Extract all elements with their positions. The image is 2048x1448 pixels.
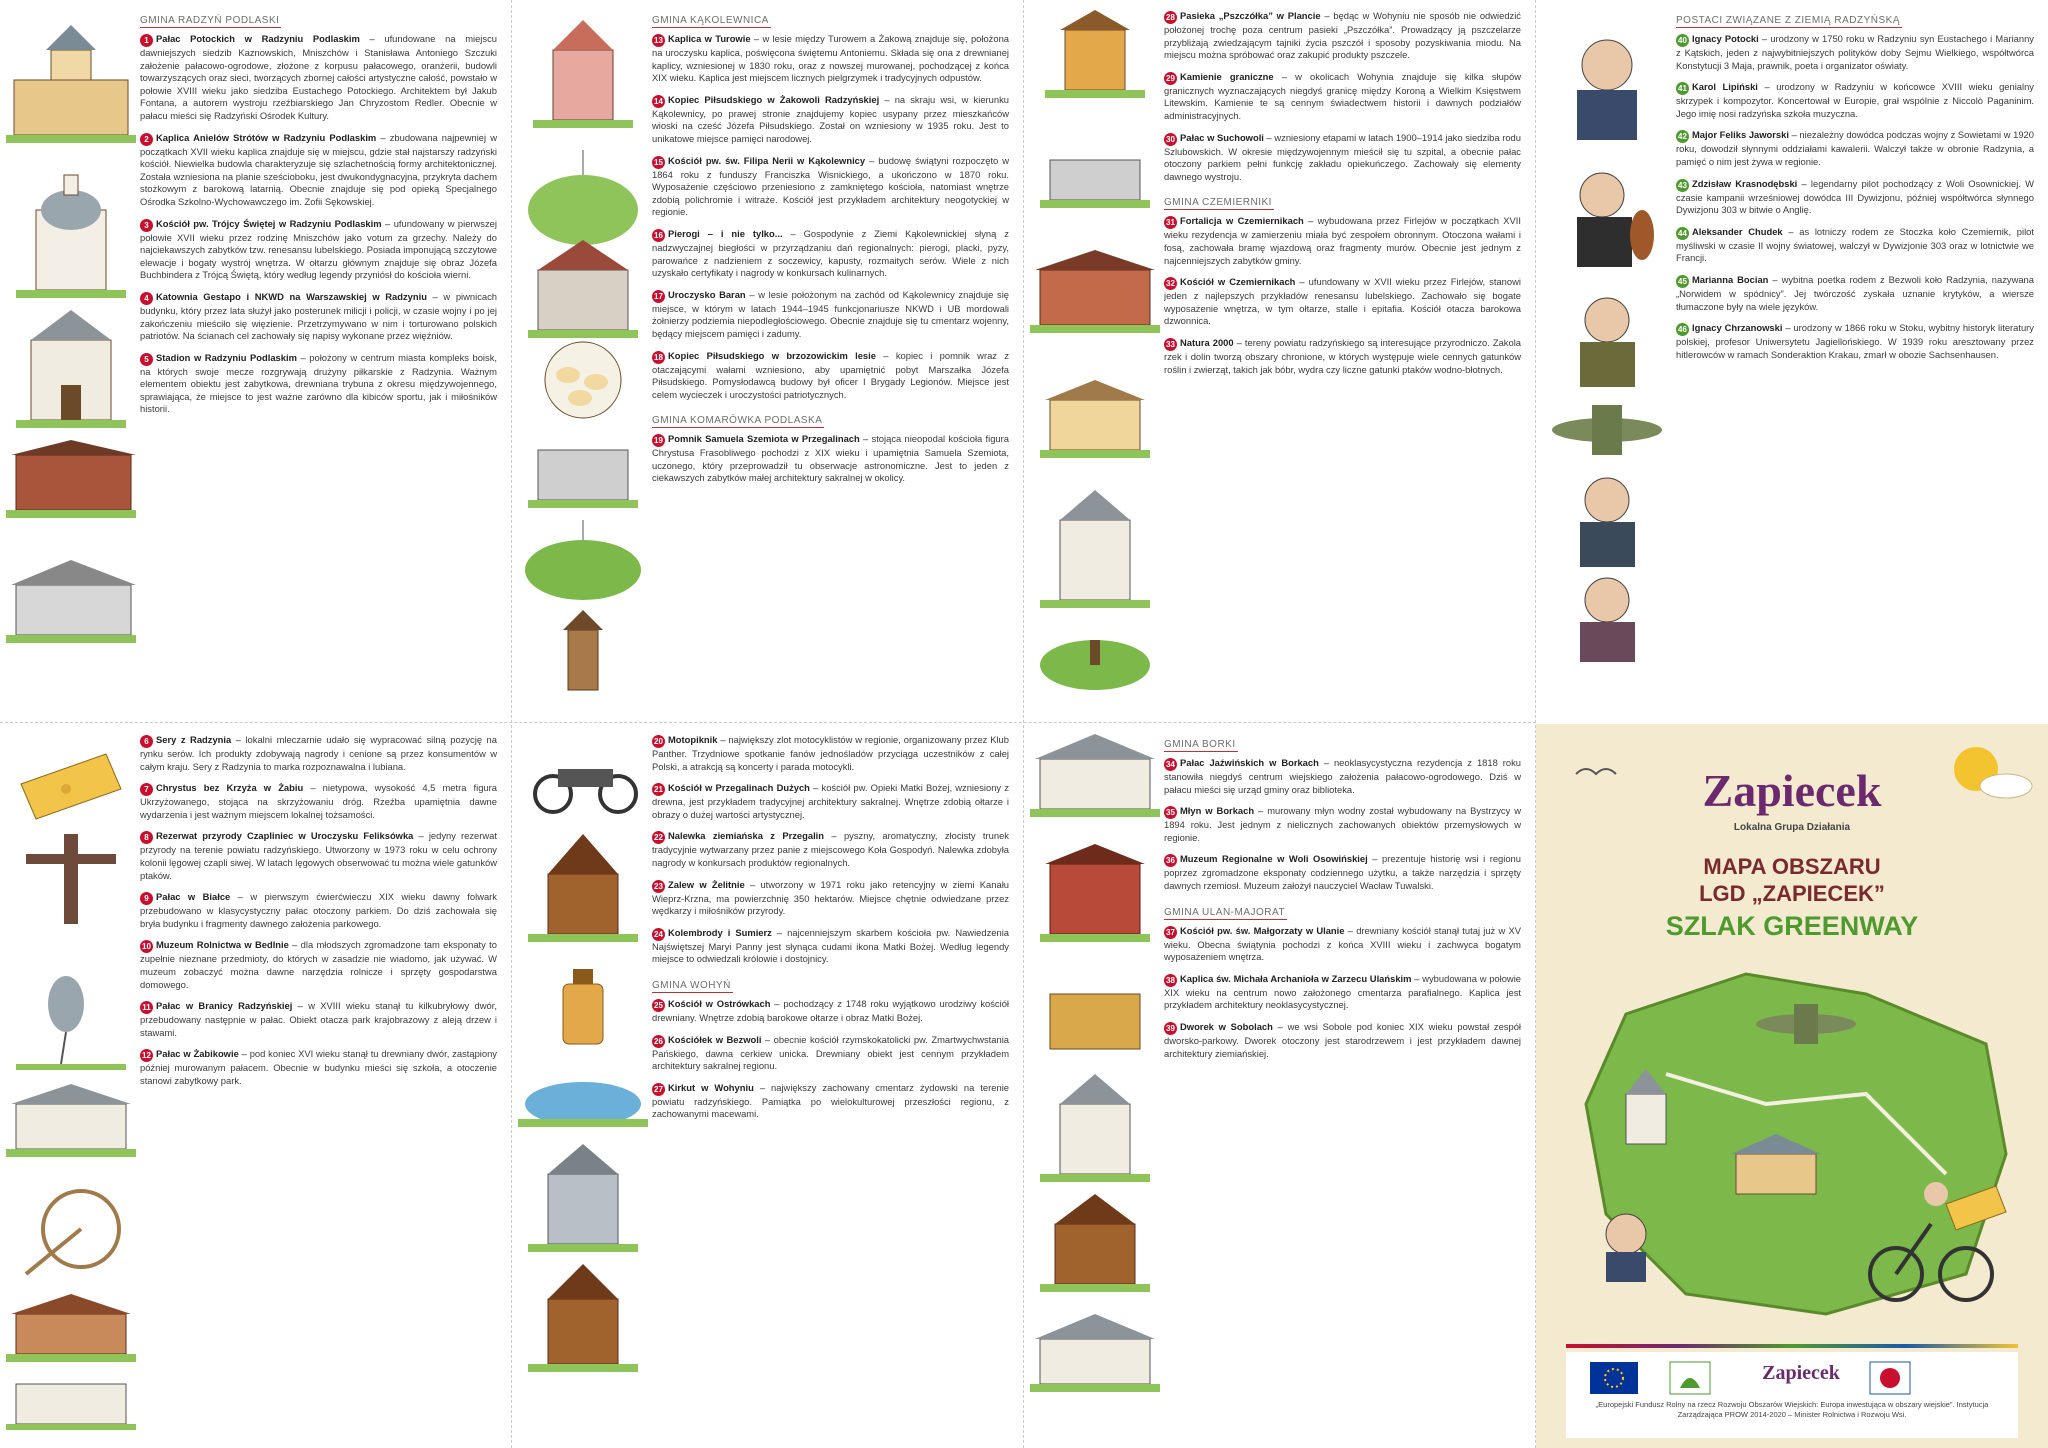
entry-title: Pałac w Białce – xyxy=(156,891,250,902)
entry-21 xyxy=(652,782,1009,821)
entry-number: 4 xyxy=(140,292,153,305)
motorcycle-illustration xyxy=(535,769,636,812)
eu-flag-icon xyxy=(1590,1362,1638,1394)
entry-text: największy zachowany cmentarz żydowski na terenie powiatu radzyńskiego. Pamiątka po wielokulturowej przeszłości regionu, z zachowanymi macewami. xyxy=(652,1081,1009,1120)
entry-number: 32 xyxy=(1164,277,1177,290)
entry-number: 27 xyxy=(652,1083,665,1096)
entry-title: Zalew w Żelitnie – xyxy=(668,879,760,890)
entry-title: Kolembrody i Sumierz – xyxy=(668,927,787,938)
entry-text: nietypowa, wysokość 4,5 metra figura Ukrzyżowanego, stojąca na skrzyżowaniu dróg. Rzeźba upamiętnia dawne wydarzenia i jest ważnym miejscem lokalnej tożsamości. xyxy=(140,782,497,820)
entry-title: Kościół pw. św. Małgorzaty w Ulanie – xyxy=(1180,925,1356,936)
illustrations-column xyxy=(1030,734,1160,1434)
entry-title: Karol Lipiński – xyxy=(1692,81,1776,92)
section-title: GMINA BORKI xyxy=(1164,739,1236,750)
entry-text: niezależny dowódca podczas wojny z Sowietami w 1920 roku, dowodził słynnymi oddziałami kawalerii. Walczył także w obronie Radzynia, a pamięć o nim jest żywa w regionie. xyxy=(1676,129,2034,167)
entry-number: 3 xyxy=(140,219,153,232)
entry-number: 8 xyxy=(140,831,153,844)
chapel-zarzec-illustration xyxy=(1040,1194,1150,1292)
entry-title: Fortalicja w Czemiernikach – xyxy=(1180,215,1318,226)
illustrations-column xyxy=(518,734,648,1434)
panel-text xyxy=(652,734,1009,1438)
entry-text: wybitna poetka rodem z Bezwoli koło Radzynia, nazywana „Norwidem w spódnicy”. Jej twórczość zyskała uznanie krytyków, a wiersze tłumaczone były na wiele języków. xyxy=(1676,273,2034,312)
entry-number: 41 xyxy=(1676,82,1689,95)
entry-4 xyxy=(140,291,497,343)
entry-text: utworzony w 1971 roku jako retencyjny w ziemi Kanału Wieprz-Krzna, ma powierzchnię 350 hektarów. Miejsce chętnie odwiedzane przez wędkarzy i miłośników przyrody. xyxy=(652,878,1009,917)
entry-title: Kopiec Piłsudskiego w brzozowickim lesie – xyxy=(668,350,896,361)
church-ostrowki-illustration xyxy=(528,1264,638,1372)
entry-number: 19 xyxy=(652,434,665,447)
entry-text: będąc w Wohyniu nie sposób nie odwiedzić położonej trochę poza centrum pasieki „Pszczółka”. Prowadzący ją pszczelarze przybliżają zwiedzającym tajniki życia pszczół i sposoby pozyskiwania miodu. Na miejscu można spróbować oraz zakupić produkty pszczele. xyxy=(1164,10,1521,61)
entry-title: Nalewka ziemiańska z Przegalin – xyxy=(668,830,844,841)
entry-text: najcenniejszym skarbem kościoła pw. Nawiedzenia Najświętszej Maryi Panny jest słynąca cudami ikona Matki Bożej. Według legendy miejsce to odwiedzali królowie i dostojnicy. xyxy=(652,926,1009,965)
entry-5 xyxy=(140,352,497,416)
entry-10 xyxy=(140,939,497,991)
entry-number: 42 xyxy=(1676,130,1689,143)
palace-borki-illustration xyxy=(1030,734,1160,817)
entry-number: 31 xyxy=(1164,216,1177,229)
entry-number: 2 xyxy=(140,133,153,146)
mound-illustration xyxy=(528,150,638,245)
entry-number: 1 xyxy=(140,34,153,47)
entry-number: 39 xyxy=(1164,1022,1177,1035)
entry-title: Sery z Radzynia – xyxy=(156,734,245,745)
entry-number: 36 xyxy=(1164,854,1177,867)
panel-text xyxy=(1676,10,2034,712)
entry-text: ufundowany w pierwszej połowie XVII wieku przez rodzinę Mniszchów jako votum za grzechy. Należy do najciekawszych zabytków tzw. renesansu lubelskiego. Posiada imponującą szczytowe elewacje i bogaty wystrój wnętrza. W ołtarzu głównym znajduje się obraz Józefa Buchbindera z Trójcą Świętą, który według legendy przyniósł do kościoła wierni. xyxy=(140,217,497,281)
cheese-illustration xyxy=(21,754,121,819)
entry-title: Kamienie graniczne – xyxy=(1180,71,1295,82)
entry-title: Major Feliks Jaworski – xyxy=(1692,129,1799,140)
panel-text xyxy=(1164,734,1521,1438)
entry-text: kościół pw. Opieki Matki Bożej, wzniesiony z drewna, jest przykładem tradycyjnej architektury sakralnej. Wnętrze zdobią ołtarze i obrazy o dużej wartości artystycznej. xyxy=(652,782,1009,820)
entry-title: Dworek w Sobolach – xyxy=(1180,1021,1288,1032)
portrait-map-icon xyxy=(1606,1214,1646,1282)
entry-text: w XVIII wieku stanął tu kilkubryłowy dwór, przebudowany następnie w pałac. Obiekt otacza park krajobrazowy z aleją drzew i stawami. xyxy=(140,1000,497,1038)
manor-sobole-illustration xyxy=(1030,1314,1160,1392)
memorial-illustration xyxy=(528,450,638,508)
entry-14 xyxy=(652,94,1009,146)
building-illustration xyxy=(6,440,136,518)
entry-title: Chrystus bez Krzyża w Żabiu – xyxy=(156,782,323,793)
entry-26 xyxy=(652,1034,1009,1073)
section-title: GMINA WOHYŃ xyxy=(652,979,731,991)
portrait-jaworski-illustration xyxy=(1580,298,1635,387)
palace-suchowola-illustration xyxy=(1030,250,1160,333)
church-ulan-illustration xyxy=(1040,1074,1150,1182)
entry-16 xyxy=(652,228,1009,280)
entry-title: Kościółek w Bezwoli – xyxy=(668,1034,774,1045)
entry-17 xyxy=(652,289,1009,341)
panel-text xyxy=(140,734,497,1438)
entry-number: 5 xyxy=(140,353,153,366)
entry-number: 45 xyxy=(1676,275,1689,288)
entry-40 xyxy=(1676,33,2034,72)
entry-42 xyxy=(1676,129,2034,168)
brand-subtitle: Lokalna Grupa Działania xyxy=(1733,822,1851,833)
christ-figure-illustration xyxy=(26,834,116,924)
entry-text: wybudowana w połowie XIX wieku na centrum nowo założonego cmentarza parafialnego. Kaplica jest przykładem architektury neoklasycystycznej. xyxy=(1164,972,1521,1011)
section-title: POSTACI ZWIĄZANE Z ZIEMIĄ RADZYŃSKĄ xyxy=(1676,15,1900,26)
entry-text: urodzony w 1750 roku w Radzyniu syn Eustachego i Marianny z Kątskich, jeden z najwybitniejszych polityków doby Sejmu Wielkiego, współtwórca Konstytucji 3 Maja, prawnik, poeta i organizator oświaty. xyxy=(1676,33,2034,71)
entry-title: Pomnik Samuela Szemiota w Przegalinach – xyxy=(668,433,872,444)
entry-number: 22 xyxy=(652,831,665,844)
palace-branica-illustration xyxy=(6,1294,136,1362)
entry-number: 46 xyxy=(1676,323,1689,336)
liqueur-illustration xyxy=(563,969,603,1044)
entry-title: Kościół w Przegalinach Dużych – xyxy=(668,782,822,793)
entry-title: Pałac w Branicy Radzyńskiej – xyxy=(156,1000,308,1011)
entry-28 xyxy=(1164,10,1521,62)
church-czemierniki-illustration xyxy=(1040,490,1150,608)
entry-text: jedyny rezerwat przyrody na terenie powiatu radzyńskiego. Utworzony w 1973 roku w celu ochrony kolonii lęgowej czapli siwej. W latach lęgowych obserwować tu można wiele gatunków ptaków. xyxy=(140,830,497,881)
entry-text: dla młodszych zgromadzone tam eksponaty to zupełnie nieznane przedmioty, do których w zasadzie nie wiadomo, jak używać. W muzeum zobaczyć można dawne narzędzia rolnicze i sprzęty gospodarstwa domowego. xyxy=(140,939,497,990)
plane-illustration xyxy=(1552,405,1662,455)
entry-2 xyxy=(140,132,497,209)
entry-39 xyxy=(1164,1021,1521,1060)
entry-45 xyxy=(1676,274,2034,313)
entry-33 xyxy=(1164,337,1521,376)
lake-illustration xyxy=(518,1082,648,1127)
entry-20 xyxy=(652,734,1009,773)
entry-title: Kopiec Piłsudskiego w Żakowoli Radzyńskiej – xyxy=(668,94,895,105)
entry-8 xyxy=(140,830,497,882)
spinning-wheel-illustration xyxy=(26,1191,119,1274)
entry-31 xyxy=(1164,215,1521,267)
panel-kakolewnica xyxy=(512,0,1023,722)
entry-24 xyxy=(652,927,1009,966)
hill-illustration xyxy=(525,520,641,600)
entry-number: 16 xyxy=(652,229,665,242)
entry-text: urodzony w Radzyniu w końcowce XVIII wieku genialny skrzypek i kompozytor. Koncertował w Europie, grał wspólnie z Niccolò Paganinim. Jego imię nosi radzyńska szkoła muzyczna. xyxy=(1676,81,2034,119)
entry-23 xyxy=(652,879,1009,918)
entry-text: prezentuje historię wsi i regionu poprzez zgromadzone eksponaty codziennego użytku, a także narzędzia i sprzęty dawnych rzemiosł. Muzeum założył nauczyciel Wacław Tuwalski. xyxy=(1164,853,1521,891)
portrait-bocian-illustration xyxy=(1580,578,1635,662)
section-title: GMINA RADZYŃ PODLASKI xyxy=(140,15,280,26)
entry-number: 37 xyxy=(1164,926,1177,939)
entry-text: urodzony w 1866 roku w Stoku, wybitny historyk literatury polskiej, profesor Uniwersytetu Jagiellońskiego. W 1939 roku aresztowany przez hitlerowców w ramach Sonderaktion Krakau, zmarł w obozie Sachsenhausen. xyxy=(1676,322,2034,360)
entry-30 xyxy=(1164,132,1521,184)
entry-title: Stadion w Radzyniu Podlaskim – xyxy=(156,352,309,363)
entry-title: Muzeum Rolnictwa w Bedlnie – xyxy=(156,939,301,950)
entry-number: 43 xyxy=(1676,179,1689,192)
entry-46 xyxy=(1676,322,2034,361)
entry-title: Pierogi – i nie tylko... – xyxy=(668,228,804,239)
entry-title: Kościół pw. Trójcy Świętej w Radzyniu Podlaskim – xyxy=(156,218,394,229)
entry-1 xyxy=(140,33,497,123)
entry-number: 40 xyxy=(1676,34,1689,47)
entry-text: Gospodynie z Ziemi Kąkolewnickiej słyną z nadzwyczajnej biegłości w przyrządzaniu dań regionalnych: pierogi, placki, pyzy, parowańce z nadzieniem z soczewicy, kapusty, rozmaitych serów. Wiele z nich uzyskało certyfikaty i nagrody w konkursach kulinarnych. xyxy=(652,227,1009,279)
entry-title: Pałac Jaźwińskich w Borkach – xyxy=(1180,757,1334,768)
footer-box xyxy=(1566,1352,2018,1438)
pierogi-illustration xyxy=(545,342,621,418)
entry-number: 9 xyxy=(140,892,153,905)
entry-title: Ignacy Chrzanowski – xyxy=(1692,322,1793,333)
panel-people xyxy=(1536,0,2048,722)
fortalice-illustration xyxy=(1040,380,1150,458)
entry-number: 20 xyxy=(652,735,665,748)
illustrations-column xyxy=(6,734,136,1434)
map-title-line1: MAPA OBSZARU xyxy=(1703,854,1881,879)
section-title: GMINA ULAN-MAJORAT xyxy=(1164,906,1286,918)
entry-36 xyxy=(1164,853,1521,892)
museum-chest-illustration xyxy=(1050,994,1140,1049)
entry-number: 23 xyxy=(652,880,665,893)
entry-title: Kirkut w Wohyniu – xyxy=(668,1082,771,1093)
entry-title: Kościół pw. św. Filipa Nerii w Kąkolewnicy – xyxy=(668,155,878,166)
church-illustration xyxy=(16,310,126,428)
entry-text: legendarny pilot pochodzący z Woli Osownickiej. W czasie kampanii wrześniowej dowódca III Dywizjonu, później współtwórca słynnego Dywizjonu 303 w bitwie o Anglię. xyxy=(1676,177,2034,216)
entry-number: 11 xyxy=(140,1001,153,1014)
prow-logo-icon xyxy=(1870,1362,1910,1394)
section-title: GMINA CZEMIERNIKI xyxy=(1164,197,1272,209)
entry-text: w piwnicach budynku, który przez lata służył jako posterunek milicji i policji, w czasie wojny i po jej zakończeniu mieściło się więzienie. Przetrzymywano w nim i torturowano polskich patriotów. Na ścianach cel zachowały się napisy wykonane przez więźniów. xyxy=(140,290,497,342)
entry-number: 12 xyxy=(140,1049,153,1062)
entry-number: 35 xyxy=(1164,806,1177,819)
panel-radzyn xyxy=(0,0,511,722)
chapel-illustration xyxy=(16,175,126,298)
entry-number: 10 xyxy=(140,940,153,953)
cover-panel xyxy=(1536,724,2048,1448)
entry-number: 15 xyxy=(652,156,665,169)
entry-34 xyxy=(1164,757,1521,796)
map-title-line2: LGD „ZAPIECEK” xyxy=(1699,881,1885,906)
nature-illustration xyxy=(1040,640,1150,690)
entry-text: ufundowany w XVII wieku przez Firlejów, stanowi jeden z najlepszych przykładów renesansu lubelskiego. Zachowało się bogate wyposażenie wnętrza, w tym ołtarze, stalle i epitafia. Kościół otacza barokowa dzwonnica. xyxy=(1164,276,1521,327)
entry-number: 17 xyxy=(652,290,665,303)
entry-text: as lotniczy rodem ze Stoczka koło Czemiernik, pilot myśliwski w czasie II wojny światowej, walczył w Dywizjonie 303 oraz w lotnictwie we Francji. xyxy=(1676,225,2034,264)
entry-title: Młyn w Borkach – xyxy=(1180,805,1267,816)
entry-title: Kościół w Czemiernikach – xyxy=(1180,276,1309,287)
panel-wohyn-czemierniki xyxy=(1024,0,1535,722)
entry-22 xyxy=(652,830,1009,869)
entry-number: 26 xyxy=(652,1035,665,1048)
entry-title: Aleksander Chudek – xyxy=(1692,226,1799,237)
entry-number: 29 xyxy=(1164,72,1177,85)
entry-text: pod koniec XVI wieku stanął tu drewniany dwór, zastąpiony później murowanym pałacem. Obecnie w budynku mieści się szkoła, a otoczenie stanowi zabytkowy park. xyxy=(140,1048,497,1086)
brand-logo: Zapiecek xyxy=(1702,765,1882,816)
section-title: GMINA KOMARÓWKA PODLASKA xyxy=(652,415,823,427)
entry-text: pyszny, aromatyczny, złocisty trunek tradycyjnie wytwarzany przez panie z miejscowego Koła Gospodyń. Nalewka zdobyła nagrody w konkursach produktów regionalnych. xyxy=(652,830,1009,868)
mill-illustration xyxy=(1040,844,1150,942)
entry-3 xyxy=(140,218,497,282)
entry-title: Rezerwat przyrody Czapliniec w Uroczysku Feliksówka – xyxy=(156,830,429,841)
entry-7 xyxy=(140,782,497,821)
entry-text: pochodzący z 1748 roku wyjątkowo urodziwy kościół drewniany. Wnętrze zdobią barokowe ołtarze i obraz Matki Bożej. xyxy=(652,997,1009,1023)
entry-title: Pasieka „Pszczółka” w Plancie – xyxy=(1180,10,1333,21)
entry-title: Muzeum Regionalne w Woli Osowińskiej – xyxy=(1180,853,1382,864)
entry-title: Zdzisław Krasnodębski – xyxy=(1692,178,1811,189)
entry-text: lokalni mleczarnie udało się wypracować silną pozycję na rynku serów. Ich produkty zdobywają nagrody i cenione są przez konsumentów w całym kraju. Sery z Radzynia to marka rozpoznawalna i lubiana. xyxy=(140,734,497,772)
entry-text: w lesie między Turowem a Żakową znajduje się, położona na uroczysku kaplica, poświęcona świętemu Antoniemu. Składa się ona z drewnianej kaplicy, wzniesionej w 1830 roku, oraz z nowszej murowanej, pochodzącej z końca XIX wieku. Kaplica jest miejscem licznych pielgrzymek i tradycyjnych odpustów. xyxy=(652,33,1009,84)
illustrations-column xyxy=(6,20,136,700)
chapel-turow-illustration xyxy=(533,20,633,128)
palace-illustration xyxy=(6,25,136,143)
entry-37 xyxy=(1164,925,1521,964)
portrait-potocki-illustration xyxy=(1577,40,1637,140)
entry-number: 21 xyxy=(652,783,665,796)
entry-number: 28 xyxy=(1164,11,1177,24)
entry-35 xyxy=(1164,805,1521,844)
entry-29 xyxy=(1164,71,1521,123)
panel-text xyxy=(652,10,1009,712)
entry-25 xyxy=(652,998,1009,1025)
entry-number: 33 xyxy=(1164,338,1177,351)
monument-illustration xyxy=(563,610,603,690)
palace-bialka-illustration xyxy=(6,1084,136,1157)
entry-text: na skraju wsi, w kierunku Kąkolewnicy, po prawej stronie znajdujemy kopiec usypany przez mieszkańców wioski na cześć Józefa Piłsudskiego. Został on wzniesiony w 1935 roku. Jest to unikatowe miejsce pamięci narodowej. xyxy=(652,93,1009,144)
church-kolembrody-illustration xyxy=(528,1144,638,1252)
panel-radzyn-2 xyxy=(0,724,511,1448)
entry-text: drewniany kościół stanął tutaj już w XV wieku. Obecna świątynia pochodzi z końca XVIII wieku i zachwyca bogatym wyposażeniem wnętrza. xyxy=(1164,924,1521,963)
portrait-lipinski-illustration xyxy=(1577,173,1654,267)
entry-18 xyxy=(652,350,1009,402)
entry-19 xyxy=(652,433,1009,485)
portrait-chudek-illustration xyxy=(1580,478,1635,567)
entry-11 xyxy=(140,1000,497,1039)
fold-line-horizontal xyxy=(0,722,1536,723)
footer-zapiecek-logo: Zapiecek xyxy=(1762,1362,1840,1384)
palace-zabikow-illustration xyxy=(6,1384,136,1430)
map-title-line3: SZLAK GREENWAY xyxy=(1665,911,1919,941)
entry-text: w okolicach Wohynia znajduje się kilka słupów granicznych wyznaczających niegdyś granicę między Koroną a Wielkim Księstwem Litewskim. Kamienie te są cennym świadectwem historii i dawnych podziałów administracyjnych. xyxy=(1164,70,1521,121)
wooden-church-illustration xyxy=(528,834,638,942)
entry-text: w pierwszym ćwierćwieczu XIX wieku dawny folwark przebudowano w klasycystyczny pałac otoczony parkiem. Do dziś zachowała się bryła budynku i fragmenty dawnego założenia parkowego. xyxy=(140,891,497,929)
color-stripe xyxy=(1566,1344,2018,1348)
portraits-column xyxy=(1542,20,1672,700)
entry-32 xyxy=(1164,276,1521,328)
entry-number: 38 xyxy=(1164,974,1177,987)
entry-title: Ignacy Potocki – xyxy=(1692,33,1770,44)
entry-text: murowany młyn wodny został wybudowany na Bystrzycy w 1894 roku. Jest jednym z nielicznych zachowanych obiektów przemysłowych w regionie. xyxy=(1164,805,1521,843)
entry-text: wzniesiony etapami w latach 1900–1914 jako siedziba rodu Szlubowskich. W okresie międzywojennym mieścił się tu szpital, a obecnie pałac otoczony parkiem pełni funkcję zakładu opiekuńczego. Zachowały się elementy dawnego wystroju. xyxy=(1164,131,1521,182)
entry-number: 14 xyxy=(652,95,665,108)
entry-38 xyxy=(1164,973,1521,1012)
entry-9 xyxy=(140,891,497,930)
stadium-illustration xyxy=(6,560,136,643)
entry-text: we wsi Sobole pod koniec XIX wieku powstał zespół dworsko-parkowy. Dworek otoczony jest starodrzewem i jest przykładem dawnej architektury ziemiańskiej. xyxy=(1164,1020,1521,1059)
entry-15 xyxy=(652,155,1009,219)
panel-text xyxy=(1164,10,1521,712)
entry-title: Kościół w Ostrówkach – xyxy=(668,998,783,1009)
entry-title: Kaplica Anielów Strótów w Radzyniu Podlaskim – xyxy=(156,132,390,143)
entry-text: neoklasycystyczna rezydencja z 1818 roku stanowiła niegdyś centrum wiejskiego założenia pałacowo-ogrodowego. Dziś w pałacu mieści się urząd gminy oraz biblioteka. xyxy=(1164,757,1521,795)
entry-title: Kaplica św. Michała Archanioła w Zarzecu Ulańskim – xyxy=(1180,973,1422,984)
entry-text: tereny powiatu radzyńskiego są interesujące przyrodniczo. Zakola rzek i dolin tworzą obszary chronione, w których występuje wiele cennych gatunków roślin i zwierząt, takich jak bóbr, wydra czy liczne gatunki ptaków wodno-błotnych. xyxy=(1164,336,1521,375)
entry-43 xyxy=(1676,178,2034,217)
entry-number: 6 xyxy=(140,735,153,748)
panel-komarowka-wohyn xyxy=(512,724,1023,1448)
entry-number: 18 xyxy=(652,351,665,364)
entry-44 xyxy=(1676,226,2034,265)
entry-title: Pałac w Suchowoli – xyxy=(1180,132,1274,143)
entry-title: Uroczysko Baran – xyxy=(668,289,758,300)
illustrations-column xyxy=(1030,10,1160,700)
entry-text: obecnie kościół rzymskokatolicki pw. Zmartwychwstania Pańskiego, dawna cerkiew unicka. Drewniany obiekt jest cennym przykładem architektury sakralnej regionu. xyxy=(652,1033,1009,1072)
entry-text: stojąca nieopodal kościoła figura Chrystusa Frasobliwego pochodzi z XIX wieku i upamiętnia Samuela Szemiota, uczonego, który przeprowadził tu obserwacje astronomiczne. Jest to jeden z ciekawszych zabytków małej architektury sakralnej w okolicy. xyxy=(652,433,1009,484)
leader-logo-icon xyxy=(1670,1362,1710,1394)
entry-title: Pałac Potockich w Radzyniu Podlaskim – xyxy=(156,33,384,44)
entry-text: w lesie położonym na zachód od Kąkolewnicy znajduje się miejsce, w którym w latach 1944–1945 funkcjonariusze NKWD i UB mordowali żołnierzy podziemia niepodległościowego. Obecnie znajduje się tu cmentarz wojenny, będący miejscem pamięci i zadumy. xyxy=(652,288,1009,339)
entry-text: wybudowana przez Firlejów w początkach XVII wieku rezydencja w zamierzeniu miała być zespołem obronnym. Otoczona wałami i fosą, zachowała bramę wjazdową oraz fragmenty murów. Obecnie jest jednym z najcenniejszych zabytków gminy. xyxy=(1164,215,1521,266)
entry-title: Motopiknik – xyxy=(668,734,728,745)
apiary-illustration xyxy=(1045,10,1145,98)
entry-41 xyxy=(1676,81,2034,120)
entry-27 xyxy=(652,1082,1009,1121)
panel-text xyxy=(140,10,497,712)
entry-number: 25 xyxy=(652,999,665,1012)
entry-title: Katownia Gestapo i NKWD na Warszawskiej w Radzyniu – xyxy=(156,291,443,302)
entry-12 xyxy=(140,1048,497,1087)
entry-text: zbudowana najpewniej w początkach XVII wieku kaplica znajduje się w miejscu, gdzie stał najstarszy radzyński kościół. Niewielka budowla charakteryzuje się szlachetnością formy architektonicznej. Została wzniesiona na planie sześcioboku, jest dwukondygnacyjna, przykryta dachem stożkowym z barokową latarnią. Obecnie znajduje się pod opieką Specjalnego Ośrodka Szkolno-Wychowawczego im. Zofii Sękowskiej. xyxy=(140,131,497,207)
entry-number: 30 xyxy=(1164,133,1177,146)
entry-number: 13 xyxy=(652,34,665,47)
entry-text: ufundowane na miejscu dawniejszych siedzib Kaznowskich, Mniszchów i Stanisława Antoniego Szczuki założenie pałacowo-ogrodowe, złożone z korpusu pałacowego, oranżerii, budowli towarzyszących oraz sieci, tworzących zbornej całości artystyczne całość, powstało w połowie XVIII wieku jako siedziba Eustachego Potockiego. Architektem był Jakub Fontana, a autorem wystroju rzeźbiarskiego Jan Chryzostom Redler. Obecnie w pałacu mieści się Radzyński Ośrodek Kultury. xyxy=(140,33,497,121)
entry-title: Marianna Bocian – xyxy=(1692,274,1782,285)
entry-text: kopiec i pomnik wraz z otaczającymi wałami wzniesiono, aby upamiętnić pobyt Marszałka Józefa Piłsudskiego. Pomysłodawcą budowy był oficer I Brygady Legionów. Miejsce jest celem wycieczek i uroczystości patriotycznych. xyxy=(652,349,1009,400)
entry-number: 24 xyxy=(652,928,665,941)
entry-title: Pałac w Żabikowie – xyxy=(156,1048,250,1059)
entry-6 xyxy=(140,734,497,773)
map-illustration xyxy=(1566,954,2026,1334)
entry-text: położony w centrum miasta kompleks boisk, na których swoje mecze rozgrywają drużyny piłkarskie z Radzynia. Ważnym elementem obiektu jest zabytkowa, drewniana trybuna z okresu międzywojennego, sprawiająca, że miejsce to jest ważne zarówno dla kibiców sportu, jak i miłośników historii. xyxy=(140,351,497,415)
panel-borki-ulan xyxy=(1024,724,1535,1448)
heron-illustration xyxy=(16,976,126,1070)
illustrations-column xyxy=(518,20,648,700)
entry-number: 34 xyxy=(1164,758,1177,771)
entry-text: największy zlot motocyklistów w regionie, organizowany przez Klub Panther. Trzydniowe spotkanie fanów jednośladów przyciąga uczestników z całej Polski, a atrakcją są koncerty i parada motocykli. xyxy=(652,734,1009,772)
section-title: GMINA KĄKOLEWNICA xyxy=(652,15,769,26)
boundary-stone-illustration xyxy=(1040,160,1150,208)
entry-number: 44 xyxy=(1676,227,1689,240)
entry-number: 7 xyxy=(140,783,153,796)
entry-title: Kaplica w Turowie – xyxy=(668,33,762,44)
footer-text: „Europejski Fundusz Rolny na rzecz Rozwoju Obszarów Wiejskich: Europa inwestująca w obszary wiejskie”. Instytucja Zarządzająca PROW 2014-2020 – Minister Rolnictwa i Rozwoju Wsi. xyxy=(1595,1400,1989,1419)
entry-title: Natura 2000 – xyxy=(1180,337,1245,348)
entry-text: budowę świątyni rozpoczęto w 1864 roku z funduszy Franciszka Wisnickiego, a ukończono w 1870 roku. Wyposażenie częściowo przeniesiono z zamkniętego kościoła, natomiast wnętrze zdobią polichromie i witraże. Kościół jest przykładem architektury neogotyckiej w regionie. xyxy=(652,154,1009,218)
church-kakolewnica-illustration xyxy=(528,240,638,338)
entry-13 xyxy=(652,33,1009,85)
